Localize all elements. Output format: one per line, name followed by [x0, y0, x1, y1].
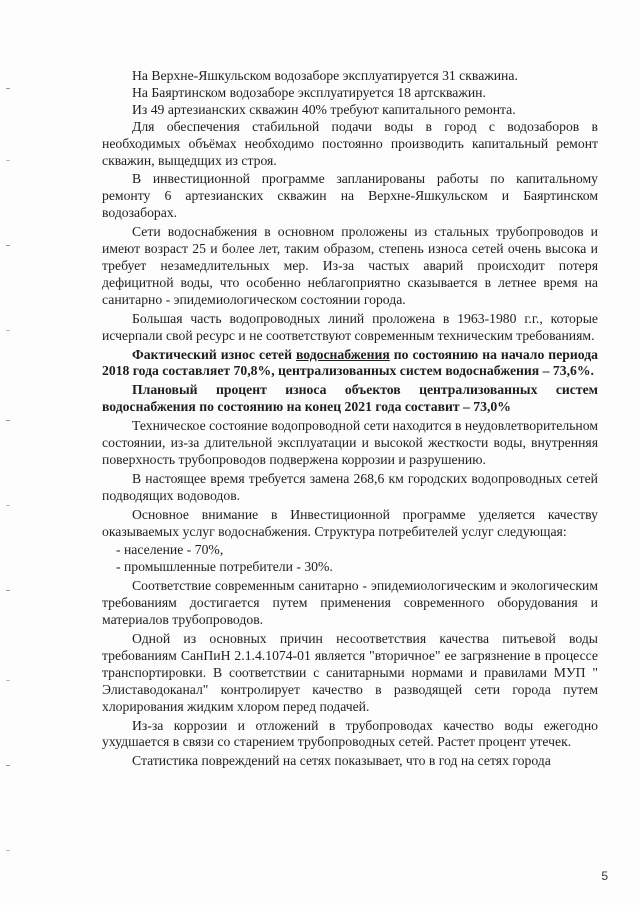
- paragraph: Сети водоснабжения в основном проложены из стальных трубопроводов и имеют возраст 25 и более лет, таким образом, степень износа сетей очень высока и требует незамедлительных мер. Из-за частых аварий происходит потеря дефицитной воды, что особенно неблагоприятно сказывается в летнее время на санитарно - эпидемиологическом состоянии города.: [102, 224, 598, 307]
- highlight-paragraph: Плановый процент износа объектов централизованных систем водоснабжения по состоянию на конец 2021 года составит – 73,0%: [102, 382, 598, 415]
- document-body: [102, 68, 598, 772]
- list-item: - население - 70%,: [116, 542, 224, 558]
- text-run: Фактический износ сетей: [132, 346, 296, 362]
- scan-edge-mark: [6, 680, 10, 681]
- paragraph: Техническое состояние водопроводной сети находится в неудовлетворительном состоянии, из-за длительной эксплуатации и высокой жесткости воды, внутренняя поверхность трубопроводов подвержена коррозии и разрушению.: [102, 418, 598, 467]
- underlined-term: водоснабжения: [295, 346, 390, 362]
- paragraph: На Баяртинском водозаборе эксплуатируется 18 артскважин.: [132, 84, 486, 100]
- paragraph: Статистика повреждений на сетях показывает, что в год на сетях города: [132, 753, 551, 769]
- paragraph: В инвестиционной программе запланированы работы по капитальному ремонту 6 артезианских скважин на Верхне-Яшкульском и Баяртинском водозаборах.: [102, 171, 598, 221]
- paragraph: Основное внимание в Инвестиционной программе уделяется качеству оказываемых услуг водоснабжения. Структура потребителей услуг следующая:: [102, 506, 598, 539]
- scan-edge-mark: [6, 850, 10, 851]
- list-item: - промышленные потребители - 30%.: [116, 559, 333, 575]
- paragraph: Одной из основных причин несоответствия качества питьевой воды требованиям СанПиН 2.1.4.1074-01 является "вторичное" ее загрязнение в процессе транспортировки. В соответствии с санитарными нормами и правилами МУП " Элиставодоканал" контролирует качество в разводящей сети города путем хлорирования жидким хлором перед подачей.: [102, 631, 598, 714]
- scan-edge-mark: [6, 88, 10, 89]
- scan-edge-mark: [6, 245, 10, 246]
- scan-edge-mark: [6, 505, 10, 506]
- text-run: по состоянию на начало периода 2018 года составляет 70,8%, централизованных систем водоснабжения – 73,6%.: [102, 346, 598, 379]
- scan-edge-mark: [6, 330, 10, 331]
- scan-edge-mark: [6, 160, 10, 161]
- paragraph: Для обеспечения стабильной подачи воды в город с водозаборов в необходимых объёмах необходимо постоянно производить капитальный ремонт скважин, выщедщих из строя.: [102, 118, 598, 168]
- paragraph: Из 49 артезианских скважин 40% требуют капитального ремонта.: [132, 101, 516, 117]
- highlight-paragraph: [102, 347, 598, 381]
- paragraph: Из-за коррозии и отложений в трубопроводах качество воды ежегодно ухудшается в связи со старением трубопроводных сетей. Растет процент утечек.: [102, 717, 598, 750]
- paragraph: Соответствие современным санитарно - эпидемиологическим и экологическим требованиям достигается путем применения современного оборудования и материалов трубопроводов.: [102, 578, 598, 628]
- page-number: 5: [601, 869, 608, 883]
- paragraph: Большая часть водопроводных линий проложена в 1963-1980 г.г., которые исчерпали свой ресурс и не соответствуют современным техническим требованиям.: [102, 310, 598, 343]
- paragraph: В настоящее время требуется замена 268,6 км городских водопроводных сетей подводящих водоводов.: [102, 470, 598, 503]
- scan-edge-mark: [6, 765, 10, 766]
- paragraph: На Верхне-Яшкульском водозаборе эксплуатируется 31 скважина.: [132, 68, 518, 83]
- scan-edge-mark: [6, 590, 10, 591]
- scan-edge-mark: [6, 420, 10, 421]
